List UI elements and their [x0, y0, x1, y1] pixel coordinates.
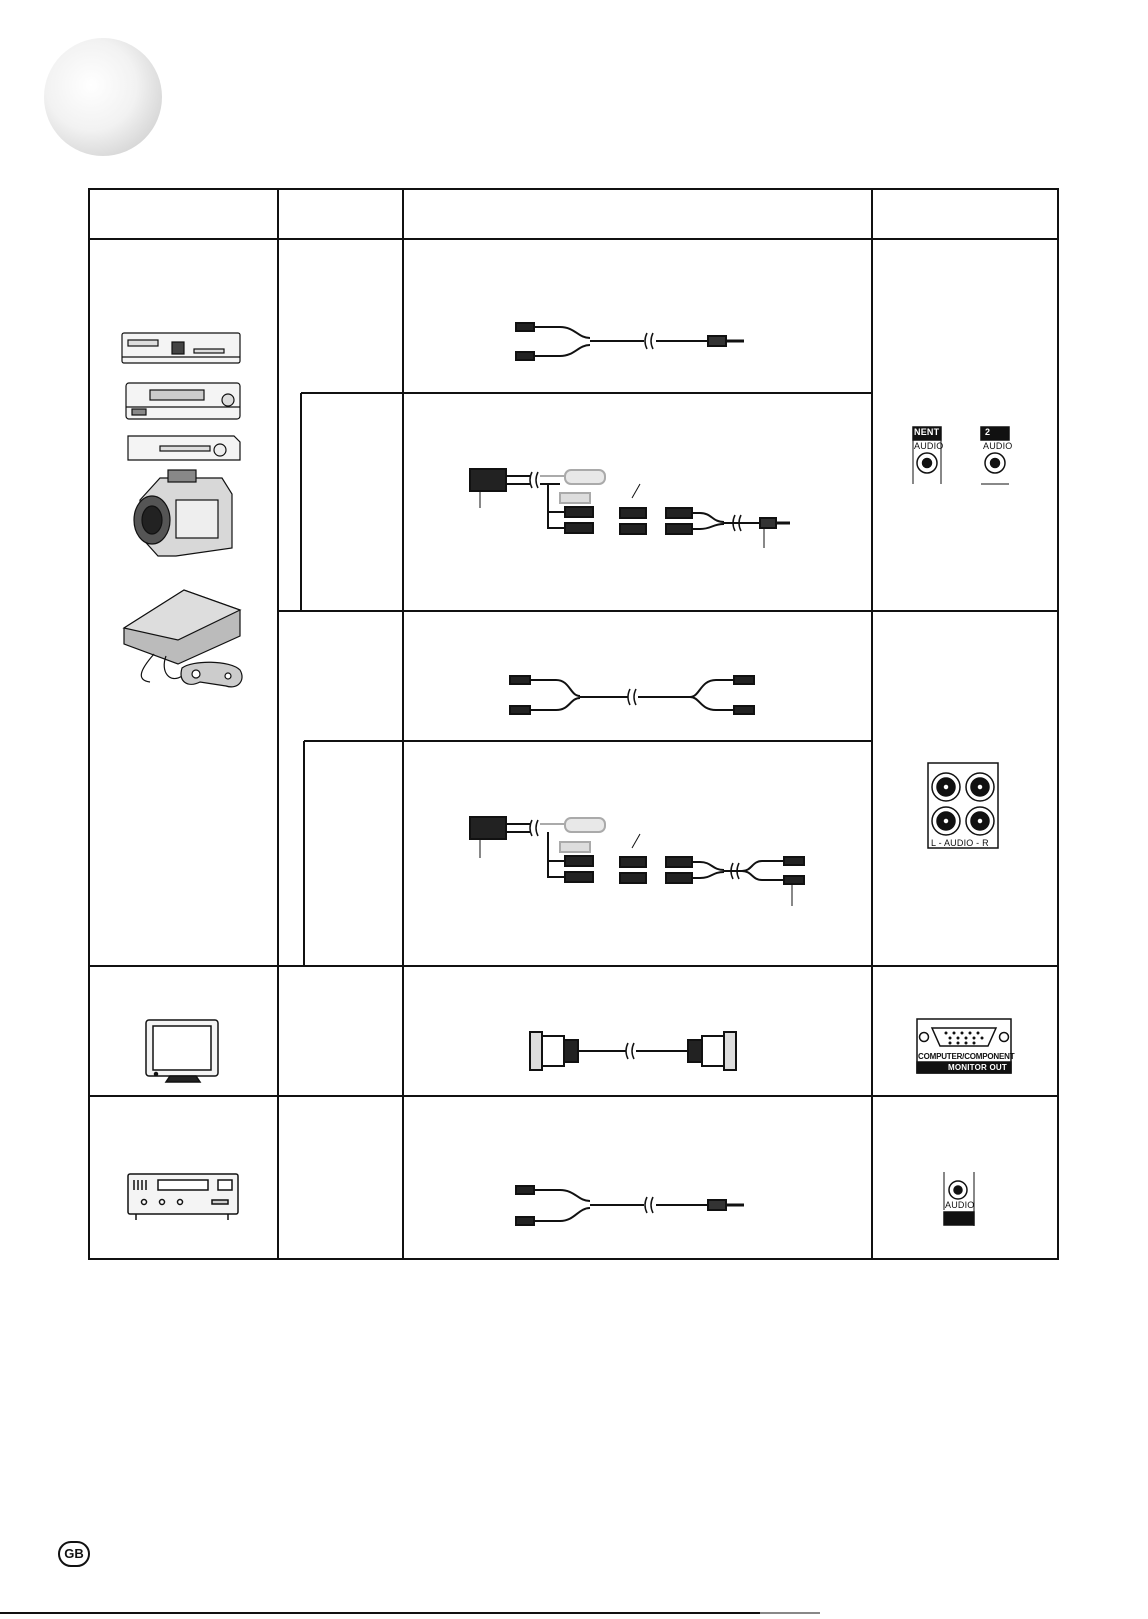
- cable-rca-to-minijack-1: [516, 323, 744, 360]
- component1-header: NENT 1: [914, 427, 948, 437]
- l-audio-r-ports: [928, 763, 998, 848]
- cable-rca-to-minijack-2: [516, 1186, 744, 1225]
- audio-out-label: AUDIO: [945, 1200, 975, 1210]
- dvd-player-icon: [122, 333, 240, 363]
- game-console-icon: [124, 590, 242, 687]
- l-audio-r-label: L - AUDIO - R: [931, 838, 989, 848]
- vcr-icon: [126, 383, 240, 419]
- audio-label-1: AUDIO: [914, 441, 944, 451]
- cable-adapter-to-minijack: [470, 469, 790, 548]
- camcorder-icon: [134, 470, 232, 556]
- cable-rca-to-rca: [510, 676, 754, 714]
- audio-label-2: AUDIO: [983, 441, 1013, 451]
- footer-rule: [0, 1612, 760, 1614]
- decoder-icon: [128, 436, 240, 460]
- audio-out-port: [944, 1172, 974, 1226]
- monitor-icon: [146, 1020, 218, 1082]
- monitor-port-label-bottom: MONITOR OUT: [948, 1063, 1007, 1072]
- component2-header: 2: [985, 427, 991, 437]
- cable-dsub-to-dsub: [530, 1032, 736, 1070]
- region-badge: GB: [58, 1541, 90, 1567]
- footer-rule-tail: [760, 1612, 820, 1614]
- cable-adapter-to-rca: [470, 817, 804, 906]
- amplifier-icon: [128, 1174, 238, 1220]
- monitor-port-label-top: COMPUTER/COMPONENT: [918, 1052, 1015, 1061]
